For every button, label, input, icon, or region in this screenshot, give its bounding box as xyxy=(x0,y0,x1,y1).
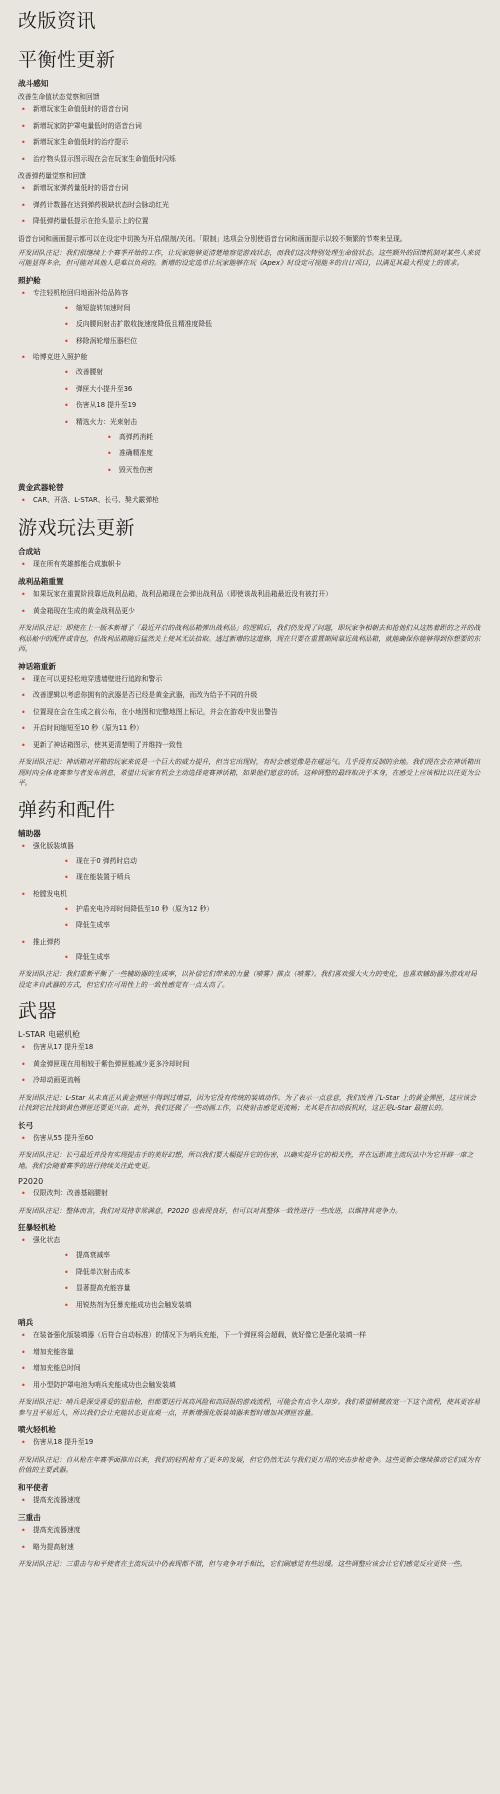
list-item xyxy=(61,418,482,475)
list-item: • 伤害从17 提升至18 xyxy=(18,1043,482,1052)
list-item: • 准确精准度 xyxy=(104,449,482,458)
dev-note: 开发团队注记：神话箱对开箱的玩家来说是一个巨大的威力提升，但当它出现时，有时会感觉像是在碰运气。几乎没有反制的余地。我们现在会在神话箱出现时向全体竞赛参与者发布消息，希望让玩家有机会主动选择竞赛神话箱，如果他们愿意的话。这种调整的最终取决于本身，在感受上应该相比以往更为公平。 xyxy=(18,758,481,787)
list-item: • 降低弹药量低提示在抢头显示上的位置 xyxy=(18,217,482,226)
subheading-combat-audio: 战斗感知 xyxy=(18,79,49,88)
list-item-text: 强化版装填器 xyxy=(33,841,74,850)
list-item: • 新增玩家弹药量低时的语音台词 xyxy=(18,184,482,193)
sub-list xyxy=(33,857,482,883)
care-package-list xyxy=(18,289,482,475)
list-item-text: 推止弹药 xyxy=(33,937,61,946)
list-item: • 降低生成率 xyxy=(61,953,482,962)
peacekeeper-list xyxy=(18,1496,482,1505)
dev-note: 开发团队注记：长弓最近并没有实现提击手的美好幻想，所以我们要大幅提升它的伤害，以确实提升它的相关性，并在远距离主流玩法中为它开辟一席之地。我们会随着赛季的进行持续关注此变更。 xyxy=(18,1151,474,1170)
list-item-text: 精选火力：光束射击 xyxy=(76,417,138,426)
sentinel2-list xyxy=(18,1331,482,1390)
list-item-text: 哈博克进入照护舱 xyxy=(33,353,88,361)
list-item: • 用小型防护罩电池为哨兵充能成功也会触发装填 xyxy=(18,1381,482,1390)
list-item: • 如果玩家在重置阶段靠近战利品箱，战利品箱现在会弹出战利品（即使该战利品箱最近没有被打开） xyxy=(18,590,482,599)
subheading-sentinel2: 哨兵 xyxy=(18,1318,34,1327)
sentinel-list xyxy=(18,1236,482,1310)
list-item: • 反向腰间射击扩散收拢速度降低且精准度降低 xyxy=(61,320,482,329)
list-item: • 黄金箱现在生成的黄金战利品更少 xyxy=(18,607,482,616)
loot-reset-list xyxy=(18,590,482,616)
list-item: • 用锐热剂为狂暴充能成功也会触发装填 xyxy=(61,1301,482,1310)
list-item: • 增加充能总时间 xyxy=(18,1364,482,1373)
dev-note: 开发团队注记：三重击与和平使者在主流玩法中仍表现都不错，但与竞争对手相比，它们刷感觉有些迟缓。这些调整应该会让它们感觉反应更快一些。 xyxy=(18,1560,467,1568)
subheading-sentinel: 狂暴轻机枪 xyxy=(18,1223,56,1232)
crafting-list xyxy=(18,560,482,569)
dev-note: 开发团队注记：L-Star 从未真正从黄金弹匣中得到过增益，因为它没有传统的装填动作。为了表示一点意意，我们改善了L-Star 上的黄金弹匣，这应该会让找到它比找到黄色弹匣还要更兴奋。此外，我们还做了一些动画工作，以使射击感觉更流畅；尤其是在扣动扳机时，这正是L-Star 最擅长的。 xyxy=(18,1093,477,1112)
subheading-lstar: L-STAR 电磁机枪 xyxy=(18,1030,81,1039)
list-item: • 黄金弹匣现在用相较于紫色弹匣能减少更多冷却时间 xyxy=(18,1060,482,1069)
list-item: • 伤害从55 提升至60 xyxy=(18,1134,482,1143)
list-item-text: 枪膛发电机 xyxy=(33,889,67,898)
accessories-list xyxy=(18,842,482,962)
mythic-bin-list xyxy=(18,675,482,750)
list-item: • 在装备强化版装填器（后符合自动标准）的情况下为哨兵充能，下一个弹匣将会超载，就好像它是强化装填一样 xyxy=(18,1331,482,1340)
subheading-loot-reset: 战利品箱重置 xyxy=(18,577,64,586)
list-item: • 开启时间缩短至10 秒（原为11 秒） xyxy=(18,724,482,733)
subheading-care-package: 照护舱 xyxy=(18,275,41,285)
list-item: • 弹匣大小提升至36 xyxy=(61,385,482,394)
dev-note: 开发团队注记：我们重新平衡了一些辅助器的生成率，以补偿它们带来的力量（喷雾）推点（喷雾）。我们喜欢强大火力的变化，也喜欢辅助器为游戏对局设定多自武器的方式，但它们在可用性上的一致性感觉有一点太高了。 xyxy=(18,970,477,989)
list-item-text: 专注轻机枪回归地面补给品阵容 xyxy=(33,288,129,297)
list-item: • 现在能装置于喷兵 xyxy=(61,873,482,882)
health-feedback-heading: 改善生命值状态觉察和回馈 xyxy=(18,93,100,101)
section-heading-weapons: 武器 xyxy=(18,1000,58,1022)
p2020-list xyxy=(18,1189,482,1198)
sub-sub-list xyxy=(76,433,482,475)
list-item: • 新增玩家生命值低时的语音台词 xyxy=(18,105,482,114)
list-item: • 护盾充电冷却时间降低至10 秒（原为12 秒） xyxy=(61,905,482,914)
list-item: • 降低生成率 xyxy=(61,921,482,930)
lstar-list xyxy=(18,1043,482,1085)
section-heading-balance: 平衡性更新 xyxy=(18,49,116,71)
list-item: • 改善腰射 xyxy=(61,368,482,377)
list-item: • 位置现在会在生成之前公布，在小地图和完整地图上标记，并会在游戏中发出警告 xyxy=(18,708,482,717)
list-item: • 移除涡轮增压器栏位 xyxy=(61,337,482,346)
list-item: • 现在可以更轻松地穿透墙壁进行追踪和警示 xyxy=(18,675,482,684)
gold-weapons-list xyxy=(18,496,482,505)
list-item: • 现在所有英雄都能合成旗帜卡 xyxy=(18,560,482,569)
list-item: • 提高充流器速度 xyxy=(18,1526,482,1535)
list-item: • 增加充能容量 xyxy=(18,1348,482,1357)
subheading-peacekeeper: 和平使者 xyxy=(18,1482,49,1492)
page-title: 改版资讯 xyxy=(18,10,97,32)
audio-settings-text: 语音台词和画面提示都可以在设定中切换为开启/限制/关闭。「限制」选项会分别使语音台词和画面提示以较不频繁的节奏来呈现。 xyxy=(18,234,407,243)
list-item: • 现在于0 弹药时启动 xyxy=(61,857,482,866)
volt-list xyxy=(18,1438,482,1447)
sub-list xyxy=(33,905,482,931)
subheading-p2020: P2020 xyxy=(18,1177,44,1186)
list-item: • 伤害从18 提升至19 xyxy=(61,401,482,410)
bow-list xyxy=(18,1134,482,1143)
list-item: • 弹药计数器在达到弹药极缺状态时会脉动红光 xyxy=(18,201,482,210)
list-item: • 更新了神话箱图示，使其更清楚明了并维持一致性 xyxy=(18,741,482,750)
subheading-accessories: 辅助器 xyxy=(18,828,41,838)
sub-list xyxy=(33,953,482,962)
triple-take-list xyxy=(18,1526,482,1552)
list-item: • 提高充流器速度 xyxy=(18,1496,482,1505)
sub-list xyxy=(33,368,482,475)
dev-note: 开发团队注记：即使在上一版本新增了「最近开启的战利品箱弹出战利品」的逻辑后，我们仍发现了问题，即玩家争相朝去和抢他们从这热着距的之开的战利品舱中的配件或背包，但战利品箱随后猛然关上使其无法拾取。透过新增的这道修，现在只要在重置期间靠近战利品箱，就能确保你能够得到你想要的东西。 xyxy=(18,624,481,653)
list-item xyxy=(18,890,482,931)
list-item: • 提高衰减率 xyxy=(61,1251,482,1260)
list-item xyxy=(18,938,482,962)
subheading-bow: 长弓 xyxy=(18,1120,34,1130)
list-item xyxy=(18,289,482,346)
list-item: • 仅限改判：改善基础腰射 xyxy=(18,1189,482,1198)
list-item: • 伤害从18 提升至19 xyxy=(18,1438,482,1447)
list-item: • 改善逻辑以考虑你拥有的武器是否已经是黄金武器，而改为给予不同的升级 xyxy=(18,691,482,700)
list-item: • 毁灭性伤害 xyxy=(104,466,482,475)
list-item: • 显著提高充能容量 xyxy=(61,1284,482,1293)
subheading-gold-weapons: 黄金武器轮替 xyxy=(18,483,64,492)
dev-note: 开发团队注记：整体而言，我们对双持非常满意，P2020 也表现良好，但可以对其整体一致性进行一些改进，以维持其竞争力。 xyxy=(18,1206,402,1215)
section-heading-gameplay: 游戏玩法更新 xyxy=(18,516,136,539)
list-item xyxy=(18,353,482,475)
list-item: • 缩短旋转加速时间 xyxy=(61,304,482,313)
dev-note: 开发团队注记：我们很继续上个赛季开始的工作，让玩家能够更清楚地察觉游戏状态，而我们这次特别处理生命值状态。这些额外的回馈机制对某些人来说可能显得多余，但可能对其他人是难以负荷的。新增的设定选单让玩家能够在玩《Apex》时设定可视能多的自订项目，以满足其最大程度上的需求。 xyxy=(18,248,481,267)
subheading-crafting: 合成站 xyxy=(18,546,41,556)
subheading-triple-take: 三重击 xyxy=(18,1513,41,1522)
ammo-feedback-heading: 改善弹药量觉察和回馈 xyxy=(18,172,86,180)
dev-note: 开发团队注记：哨兵是深受喜爱的狙击枪，但都要送行其高风险和高回报的游戏流程，可能会有点令人却步。我们希望稍微放宽一下这个流程，使其更容易参与且平易近人，所以我们会让充能状态更直观一点，并新增强化版装填器来暂时增加其弹匣容量。 xyxy=(18,1398,481,1417)
subheading-mythic-bin: 神话箱重新 xyxy=(18,661,56,671)
ammo-feedback-list xyxy=(18,184,482,226)
list-item: • 治疗物头显示图示现在会在玩家生命值低时闪烁 xyxy=(18,155,482,164)
list-item: • CAR、开洛、L-STAR、长弓、獒犬霰弹枪 xyxy=(18,496,482,505)
subheading-volt: 喷火轻机枪 xyxy=(18,1425,56,1434)
list-item-text: 强化状态 xyxy=(33,1236,61,1244)
list-item xyxy=(18,842,482,883)
section-heading-ammo: 弹药和配件 xyxy=(18,798,116,821)
dev-note: 开发团队注记：自从枪在年赛季面推出以来，我们的轻机枪有了更多的发展，但它仍然无法与我们更万用的突击步枪竞争。这些更新会继续推动它们成为有价值的主要武器。 xyxy=(18,1455,481,1474)
sub-list xyxy=(33,1251,482,1310)
list-item: • 降低单次射击成本 xyxy=(61,1268,482,1277)
list-item: • 高弹药消耗 xyxy=(104,433,482,442)
list-item xyxy=(18,1236,482,1310)
sub-list xyxy=(33,304,482,346)
list-item: • 略为提高射速 xyxy=(18,1543,482,1552)
health-feedback-list xyxy=(18,105,482,164)
list-item: • 冷却动画更流畅 xyxy=(18,1076,482,1085)
list-item: • 新增玩家防护罩电量低时的语音台词 xyxy=(18,122,482,131)
list-item: • 新增玩家生命值低时的治疗提示 xyxy=(18,138,482,147)
